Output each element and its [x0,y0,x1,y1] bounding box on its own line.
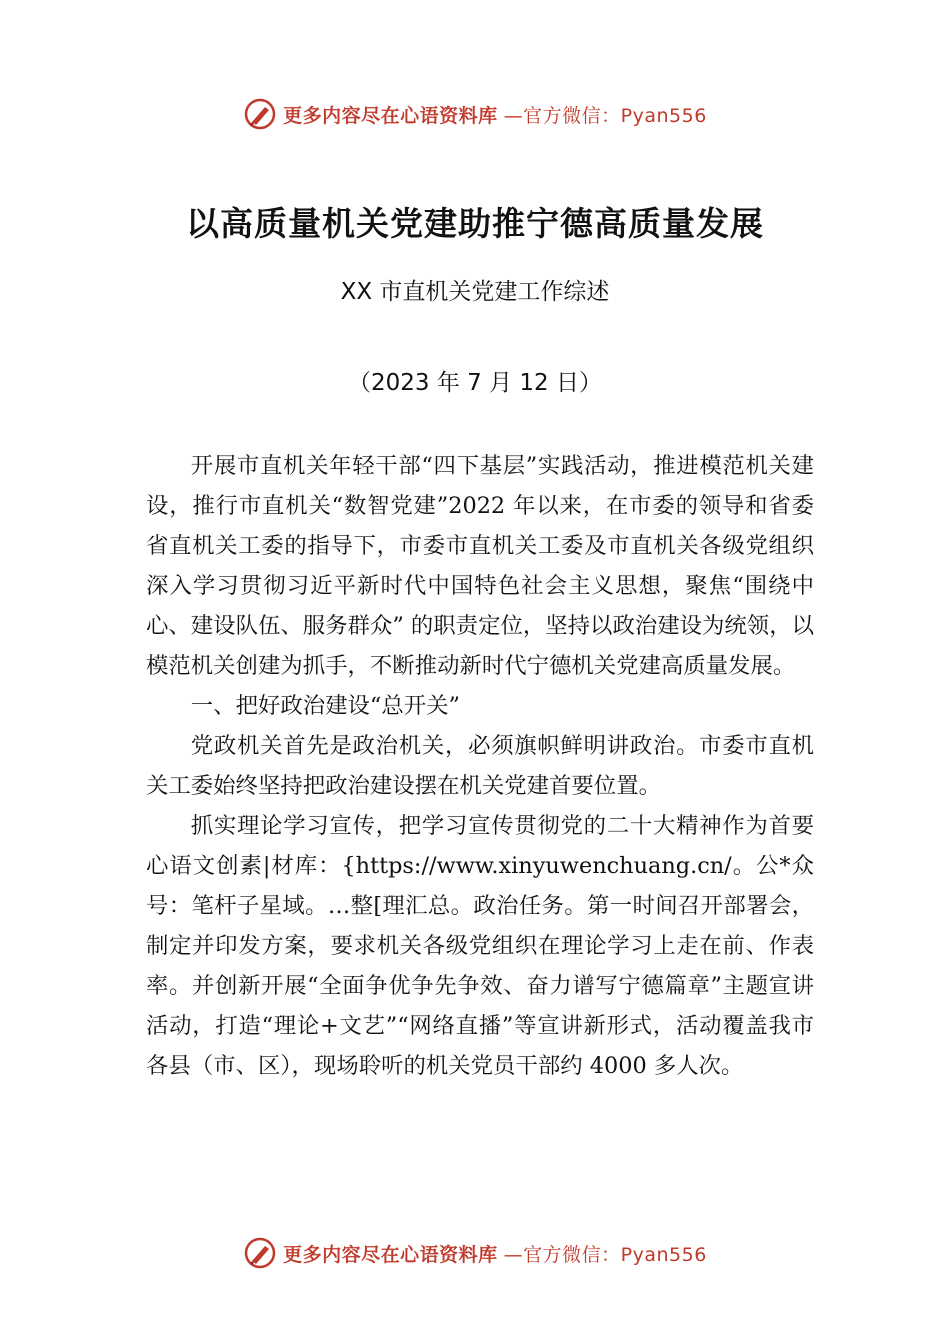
paragraph-theory-study: 抓实理论学习宣传，把学习宣传贯彻党的二十大精神作为首要心语文创素|材库：{https://www.xinyuwenchuang.cn/。公*众号：笔杆子星域。…整[理汇总。政治任务。第一时间召开部署会，制定并印发方案，要求机关各级党组织在理论学习上走在前、作表率。并创新开展“全面争优争先争效、奋力谱写宁德篇章”主题宣讲活动，打造“理论+文艺”“网络直播”等宣讲新形式，活动覆盖我市各县（市、区），现场聆听的机关党员干部约 4000 多人次。 [146,813,814,1079]
document-title: 以高质量机关党建助推宁德高质量发展 [186,204,764,243]
document-body [146,446,814,1086]
paragraph-intro: 开展市直机关年轻干部“四下基层”实践活动，推进模范机关建设，推行市直机关“数智党建”2022 年以来，在市委的领导和省委省直机关工委的指导下，市委市直机关工委及市直机关各级党组织深入学习贯彻习近平新时代中国特色社会主义思想，聚焦“围绕中心、建设队伍、服务群众” 的职责定位，坚持以政治建设为统领，以模范机关创建为抓手，不断推动新时代宁德机关党建高质量发展。 [146,453,814,679]
paragraph-political: 党政机关首先是政治机关，必须旗帜鲜明讲政治。市委市直机关工委始终坚持把政治建设摆在机关党建首要位置。 [146,733,814,799]
section-heading: 一、把好政治建设“总开关” [190,693,460,719]
pen-seal-logo-icon [243,97,277,131]
document-date: （2023 年 7 月 12 日） [348,370,602,396]
pen-seal-logo-icon [243,1236,277,1270]
banner-brand: 更多内容尽在心语资料库 [283,1243,498,1266]
document-subtitle: XX 市直机关党建工作综述 [340,279,610,305]
banner-contact: —官方微信：Pyan556 [503,104,707,127]
banner-contact: —官方微信：Pyan556 [503,1243,707,1266]
banner-brand: 更多内容尽在心语资料库 [283,104,498,127]
footer-banner [0,1233,950,1273]
header-banner [0,94,950,134]
